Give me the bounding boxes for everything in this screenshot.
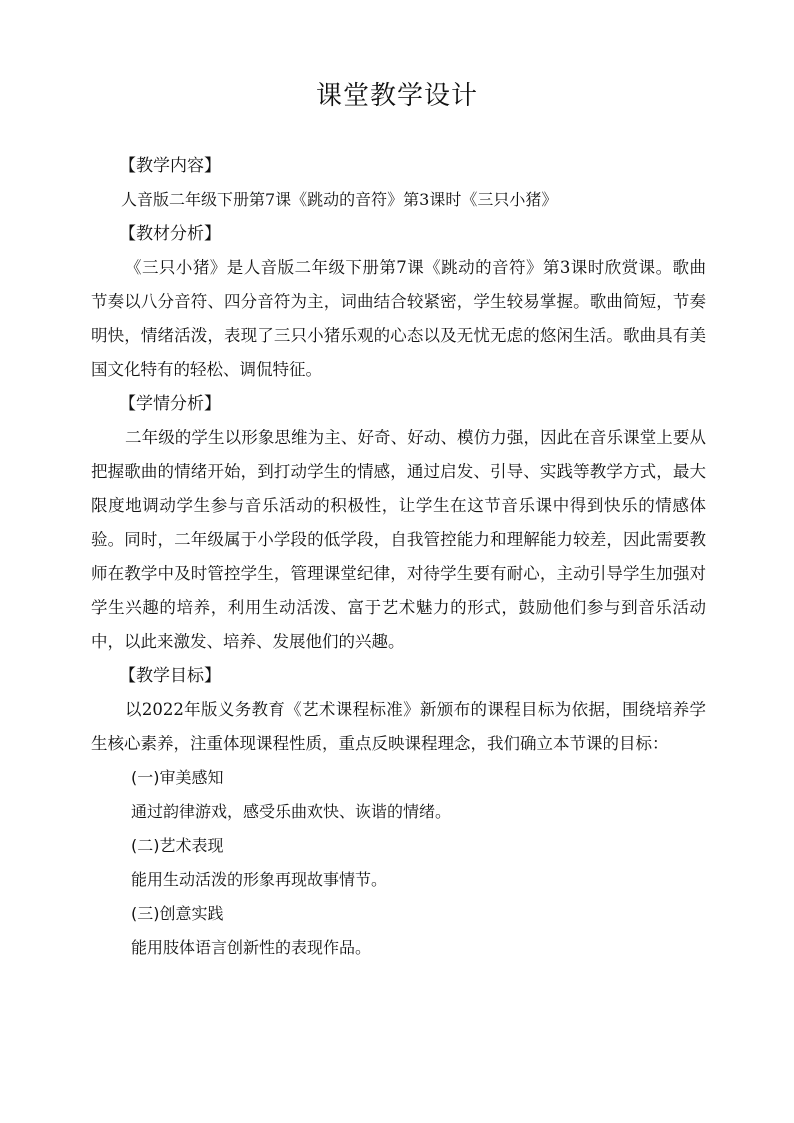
teaching-content-text: 人音版二年级下册第7课《跳动的音符》第3课时《三只小猪》 (121, 190, 558, 209)
heading-material-analysis: 【教材分析】 (119, 224, 221, 244)
goal-text-aesthetic: 通过韵律游戏，感受乐曲欢快、诙谐的情绪。 (131, 802, 452, 821)
goal-label-expression: (二)艺术表现 (131, 836, 224, 855)
goal-label-practice: (三)创意实践 (131, 904, 224, 923)
teaching-goals-text: 以2022年版义务教育《艺术课程标准》新颁布的课程目标为依据，围绕培养学生核心素养，注重体现课程性质，重点反映课程理念，我们确立本节课的目标： (91, 700, 706, 753)
goal-text-expression: 能用生动活泼的形象再现故事情节。 (131, 870, 388, 889)
material-analysis-text: 《三只小猪》是人音版二年级下册第7课《跳动的音符》第3课时欣赏课。歌曲节奏以八分音符、四分音符为主，词曲结合较紧密，学生较易掌握。歌曲简短，节奏明快，情绪活泼，表现了三只小猪乐观的心态以及无忧无虑的悠闲生活。歌曲具有美国文化特有的轻松、调侃特征。 (91, 258, 706, 379)
student-analysis-text: 二年级的学生以形象思维为主、好奇、好动、模仿力强，因此在音乐课堂上要从把握歌曲的情绪开始，到打动学生的情感，通过启发、引导、实践等教学方式，最大限度地调动学生参与音乐活动的积极性，让学生在这节音乐课中得到快乐的情感体验。同时，二年级属于小学段的低学段，自我管控能力和理解能力较差，因此需要教师在教学中及时管控学生，管理课堂纪律，对待学生要有耐心，主动引导学生加强对学生兴趣的培养，利用生动活泼、富于艺术魅力的形式，鼓励他们参与到音乐活动中，以此来激发、培养、发展他们的兴趣。 (91, 428, 706, 651)
heading-teaching-content: 【教学内容】 (119, 156, 221, 176)
document-body (91, 149, 706, 965)
goal-label-aesthetic: (一)审美感知 (131, 768, 224, 787)
heading-teaching-goals: 【教学目标】 (119, 666, 221, 686)
page-title: 课堂教学设计 (315, 81, 478, 111)
goal-text-practice: 能用肢体语言创新性的表现作品。 (131, 938, 372, 957)
heading-student-analysis: 【学情分析】 (119, 394, 221, 414)
